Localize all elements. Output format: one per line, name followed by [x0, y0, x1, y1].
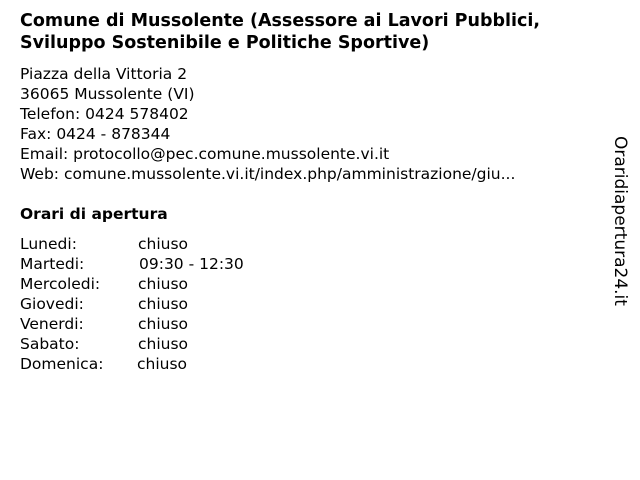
site-watermark: Oraridiapertura24.it: [610, 136, 630, 306]
contact-block: [20, 64, 515, 184]
fax-number: Fax: 0424 - 878344: [20, 125, 171, 143]
day-hours: chiuso: [138, 315, 189, 333]
phone-number: Telefon: 0424 578402: [20, 105, 189, 123]
day-hours: chiuso: [138, 335, 189, 353]
website-link: Web: comune.mussolente.vi.it/index.php/amministrazione/giu...: [20, 165, 516, 183]
email-address: Email: protocollo@pec.comune.mussolente.vi.it: [20, 145, 390, 163]
page-title: Comune di Mussolente (Assessore ai Lavori Pubblici, Sviluppo Sostenibile e Politiche Sportive): [20, 11, 541, 53]
day-hours: 09:30 - 12:30: [139, 255, 244, 273]
day-label: Giovedi:: [20, 295, 84, 313]
day-hours: chiuso: [138, 295, 189, 313]
day-label: Lunedi:: [20, 235, 77, 253]
day-label: Sabato:: [20, 335, 80, 353]
day-label: Domenica:: [20, 355, 104, 373]
address-street: Piazza della Vittoria 2: [20, 65, 188, 83]
opening-hours-heading: Orari di apertura: [20, 205, 168, 223]
address-city: 36065 Mussolente (VI): [20, 85, 195, 103]
day-hours: chiuso: [138, 235, 189, 253]
day-label: Venerdi:: [20, 315, 84, 333]
day-hours: chiuso: [137, 355, 188, 373]
day-label: Martedi:: [20, 255, 85, 273]
day-label: Mercoledi:: [20, 275, 101, 293]
day-hours: chiuso: [138, 275, 189, 293]
